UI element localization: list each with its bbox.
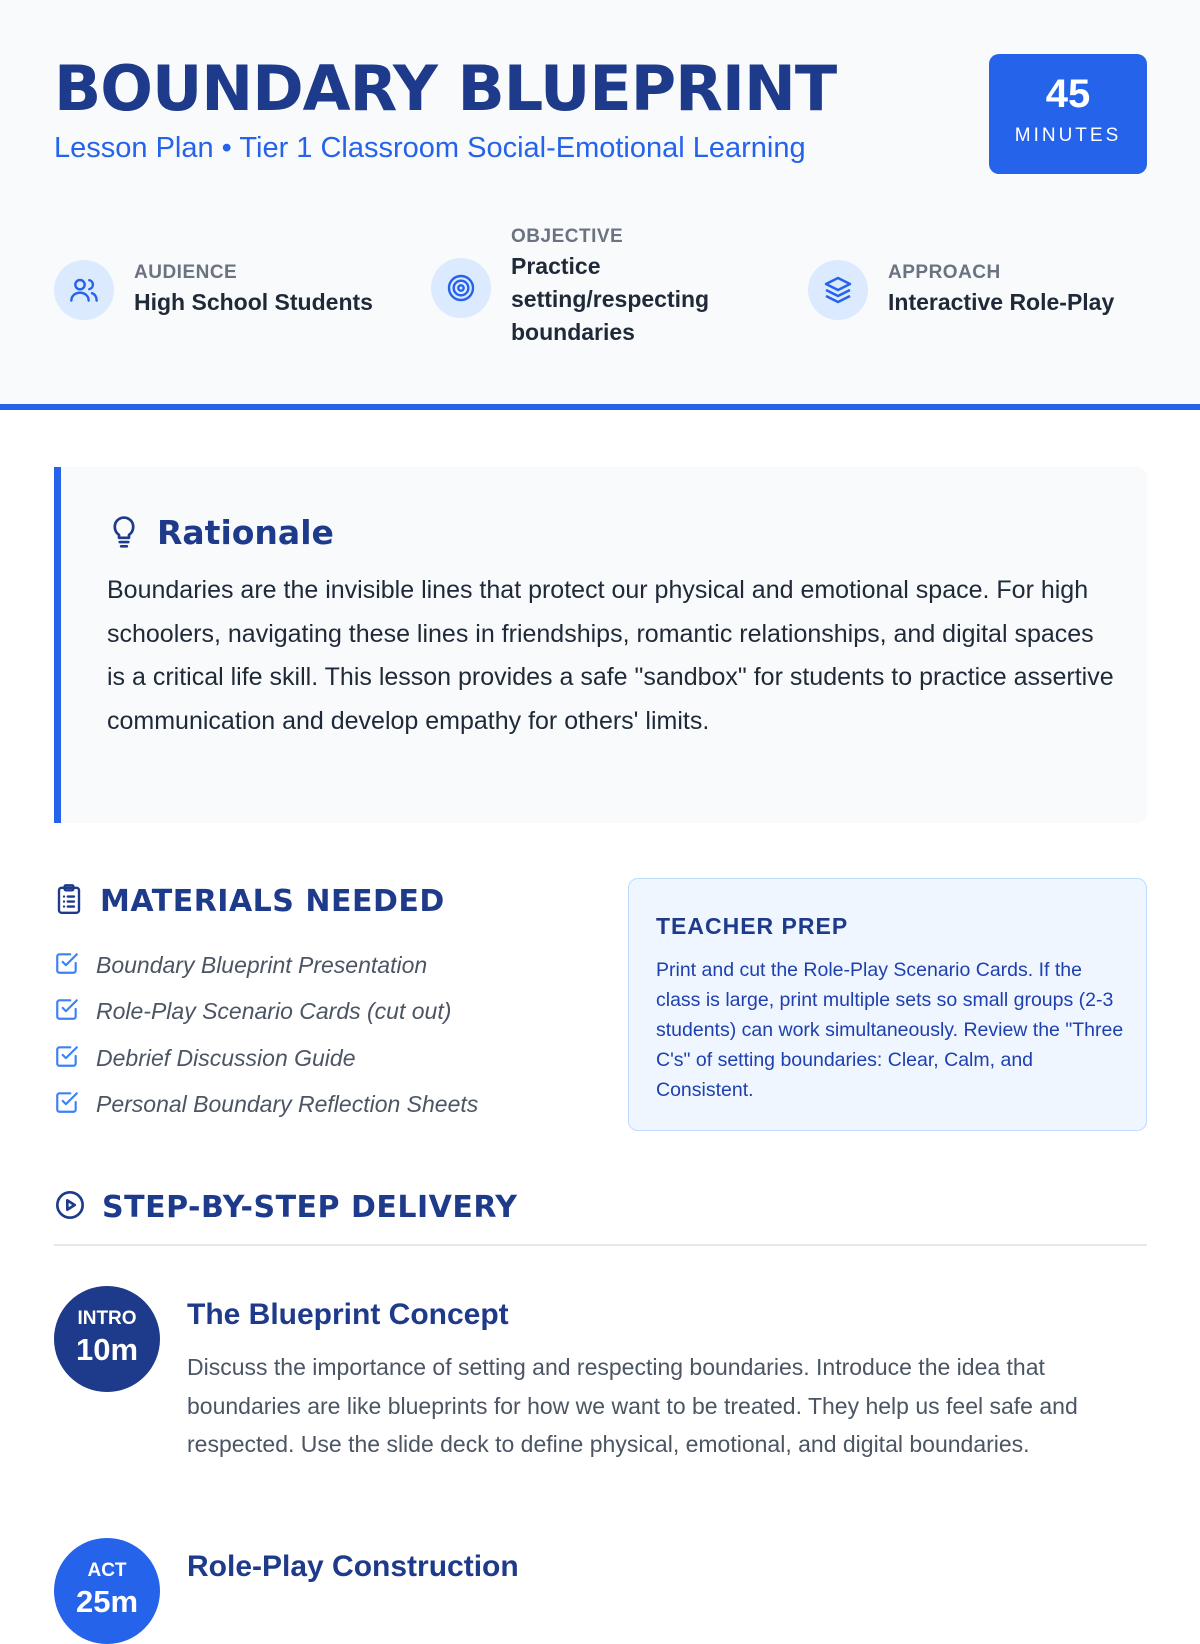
meta-value: Practice setting/respecting boundaries bbox=[511, 253, 710, 345]
step-title: The Blueprint Concept bbox=[187, 1298, 509, 1331]
page-title: BOUNDARY BLUEPRINT bbox=[54, 52, 837, 125]
list-item bbox=[54, 942, 478, 989]
materials-heading bbox=[54, 882, 445, 921]
meta-approach bbox=[808, 260, 1114, 320]
material-text: Debrief Discussion Guide bbox=[96, 1044, 356, 1071]
step-title: Role-Play Construction bbox=[187, 1550, 519, 1583]
rationale-card bbox=[54, 467, 1147, 823]
step-phase: ACT bbox=[87, 1560, 127, 1581]
target-icon bbox=[431, 258, 491, 318]
materials-list bbox=[54, 942, 478, 1128]
step-badge bbox=[54, 1286, 160, 1392]
list-item bbox=[54, 989, 478, 1036]
clipboard-icon bbox=[54, 882, 84, 921]
checkbox-icon bbox=[54, 950, 80, 981]
checkbox-icon bbox=[54, 996, 80, 1027]
lightbulb-icon bbox=[107, 511, 141, 554]
step-item bbox=[54, 1538, 1147, 1619]
duration-number: 45 bbox=[1045, 72, 1091, 116]
meta-label: APPROACH bbox=[888, 261, 1001, 283]
duration-badge bbox=[989, 54, 1147, 174]
checkbox-icon bbox=[54, 1089, 80, 1120]
step-duration: 25m bbox=[75, 1584, 139, 1619]
duration-label: MINUTES bbox=[1014, 125, 1122, 146]
rationale-body: Boundaries are the invisible lines that protect our physical and emotional space. For high schoolers, navigating these lines in friendships, romantic relationships, and digital spaces is a critical life skill. This lesson provides a safe "sandbox" for students to practice assertive communication and develop empathy for others' limits. bbox=[107, 576, 1114, 735]
checkbox-icon bbox=[54, 1043, 80, 1074]
list-item bbox=[54, 1035, 478, 1082]
play-circle-icon bbox=[54, 1189, 86, 1226]
step-badge bbox=[54, 1538, 160, 1644]
step-duration: 10m bbox=[75, 1332, 139, 1367]
list-item bbox=[54, 1082, 478, 1129]
materials-title: MATERIALS NEEDED bbox=[100, 884, 445, 919]
users-icon bbox=[54, 260, 114, 320]
meta-objective bbox=[431, 226, 741, 349]
meta-label: AUDIENCE bbox=[134, 261, 238, 283]
page-subtitle: Lesson Plan • Tier 1 Classroom Social-Emotional Learning bbox=[54, 132, 806, 164]
meta-value: High School Students bbox=[134, 288, 373, 315]
material-text: Personal Boundary Reflection Sheets bbox=[96, 1091, 479, 1118]
teacher-prep-title: TEACHER PREP bbox=[656, 913, 849, 939]
delivery-heading bbox=[54, 1189, 518, 1226]
delivery-title: STEP-BY-STEP DELIVERY bbox=[102, 1190, 518, 1225]
step-phase: INTRO bbox=[77, 1308, 137, 1329]
divider bbox=[54, 1244, 1147, 1246]
step-item bbox=[54, 1286, 1147, 1506]
meta-audience bbox=[54, 260, 373, 320]
layers-icon bbox=[808, 260, 868, 320]
material-text: Boundary Blueprint Presentation bbox=[96, 951, 428, 978]
teacher-prep-body: Print and cut the Role-Play Scenario Cards. If the class is large, print multiple sets so small groups (2-3 students) can work simultaneously. Review the "Three C's" of setting boundaries: Clear, Calm, and Consistent. bbox=[656, 959, 1124, 1101]
meta-label: OBJECTIVE bbox=[511, 226, 624, 247]
header bbox=[0, 0, 1200, 410]
meta-value: Interactive Role-Play bbox=[888, 288, 1115, 315]
step-description: Discuss the importance of setting and respecting boundaries. Introduce the idea that boundaries are like blueprints for how we want to be treated. They help us feel safe and respected. Use the slide deck to define physical, emotional, and digital boundaries. bbox=[187, 1354, 1078, 1457]
rationale-title: Rationale bbox=[157, 513, 334, 552]
teacher-prep-card bbox=[628, 878, 1147, 1131]
material-text: Role-Play Scenario Cards (cut out) bbox=[96, 998, 452, 1025]
